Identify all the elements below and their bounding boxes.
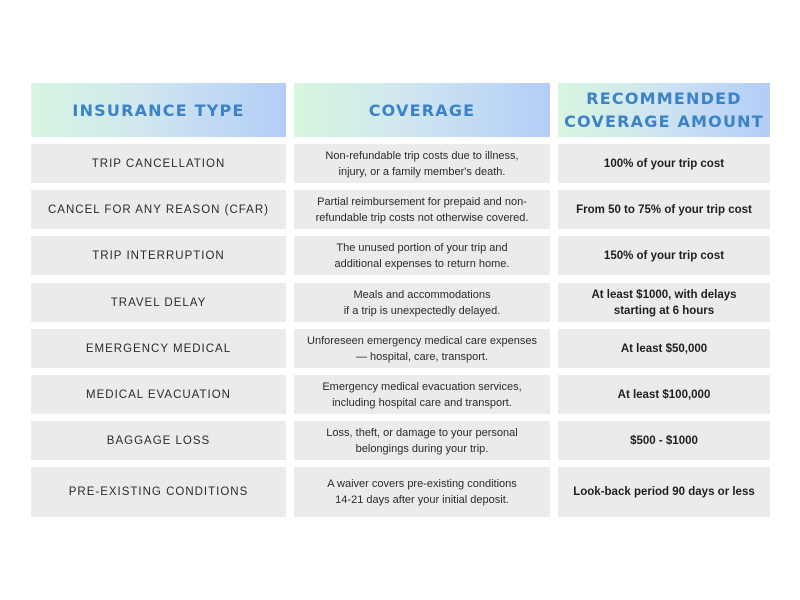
row-emergency-medical-amount: At least $50,000: [558, 329, 770, 368]
header-insurance-type: INSURANCE TYPE: [31, 83, 286, 137]
header-coverage: COVERAGE: [294, 83, 550, 137]
row-baggage-loss-amount: $500 - $1000: [558, 421, 770, 460]
row-baggage-loss-coverage: Loss, theft, or damage to your personal belongings during your trip.: [294, 421, 550, 460]
row-cfar-amount: From 50 to 75% of your trip cost: [558, 190, 770, 229]
row-trip-interruption-amount: 150% of your trip cost: [558, 236, 770, 275]
row-pre-existing-type: PRE-EXISTING CONDITIONS: [31, 467, 286, 517]
row-travel-delay-coverage: Meals and accommodations if a trip is unexpectedly delayed.: [294, 283, 550, 322]
row-trip-interruption-coverage: The unused portion of your trip and additional expenses to return home.: [294, 236, 550, 275]
row-travel-delay-type: TRAVEL DELAY: [31, 283, 286, 322]
row-trip-interruption-type: TRIP INTERRUPTION: [31, 236, 286, 275]
row-cfar-coverage: Partial reimbursement for prepaid and non- refundable trip costs not otherwise covered.: [294, 190, 550, 229]
row-medical-evacuation-type: MEDICAL EVACUATION: [31, 375, 286, 414]
row-emergency-medical-type: EMERGENCY MEDICAL: [31, 329, 286, 368]
row-medical-evacuation-amount: At least $100,000: [558, 375, 770, 414]
row-emergency-medical-coverage: Unforeseen emergency medical care expenses — hospital, care, transport.: [294, 329, 550, 368]
header-recommended-amount: RECOMMENDED COVERAGE AMOUNT: [558, 83, 770, 137]
row-medical-evacuation-coverage: Emergency medical evacuation services, including hospital care and transport.: [294, 375, 550, 414]
row-travel-delay-amount: At least $1000, with delays starting at 6 hours: [558, 283, 770, 322]
row-pre-existing-coverage: A waiver covers pre-existing conditions 14-21 days after your initial deposit.: [294, 467, 550, 517]
row-trip-cancellation-coverage: Non-refundable trip costs due to illness, injury, or a family member's death.: [294, 144, 550, 183]
row-trip-cancellation-type: TRIP CANCELLATION: [31, 144, 286, 183]
row-pre-existing-amount: Look-back period 90 days or less: [558, 467, 770, 517]
row-baggage-loss-type: BAGGAGE LOSS: [31, 421, 286, 460]
row-cfar-type: CANCEL FOR ANY REASON (CFAR): [31, 190, 286, 229]
row-trip-cancellation-amount: 100% of your trip cost: [558, 144, 770, 183]
